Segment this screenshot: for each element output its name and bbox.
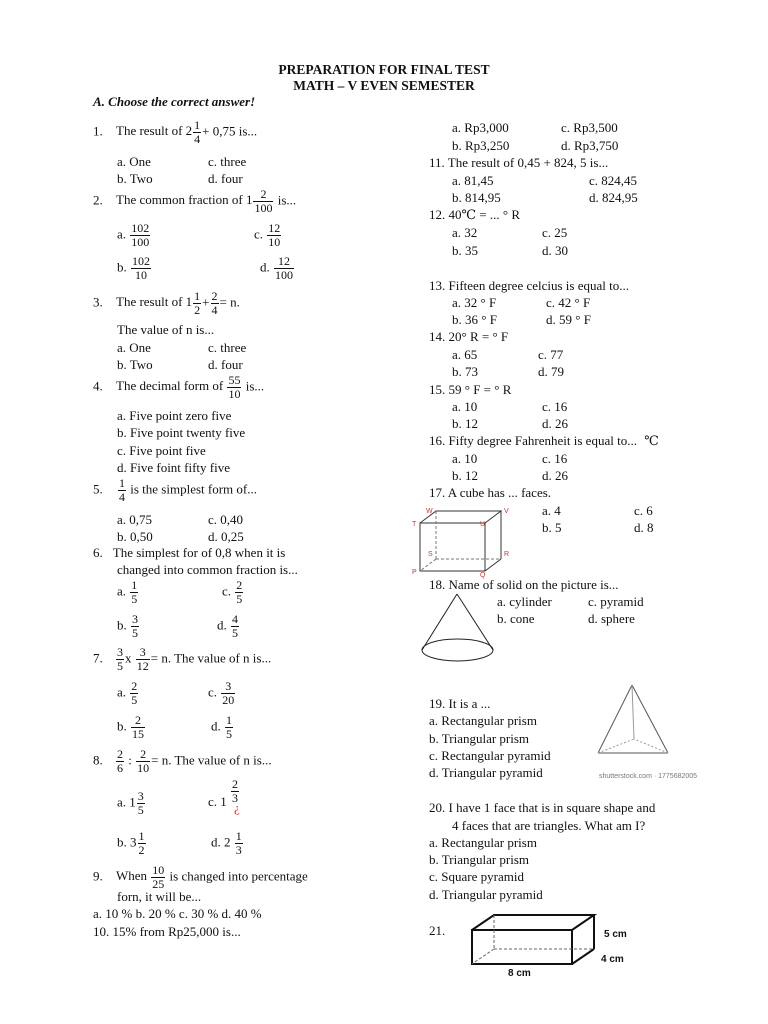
q14-option-c: c. 77	[538, 347, 564, 362]
q16-option-d: d. 26	[542, 468, 568, 483]
question-8: 8. $\frac{2}{6}$ : $\frac{2}{10}$ = n. The value of n is...	[93, 747, 272, 775]
question-1	[93, 119, 257, 146]
q10-option-c: c. Rp3,500	[561, 120, 618, 135]
question-14: 14. 20° R = ° F	[429, 329, 509, 344]
q16-option-b: b. 12	[452, 468, 478, 483]
celsius-unit: ℃	[644, 433, 659, 448]
q3-line-2: The value of n is...	[117, 322, 215, 337]
q15-option-a: a. 10	[452, 399, 478, 414]
q4-option-b: b. Five point twenty five	[117, 425, 246, 440]
title-line-1: PREPARATION FOR FINAL TEST	[278, 62, 490, 77]
question-21: 21.	[429, 923, 446, 938]
question-16: 16. Fifty degree Fahrenheit is equal to... ℃	[429, 433, 659, 448]
question-10: 10. 15% from Rp25,000 is...	[93, 924, 241, 939]
q14-option-a: a. 65	[452, 347, 478, 362]
q13-option-c: c. 42 ° F	[546, 295, 591, 310]
cube-label-t: T	[412, 521, 417, 528]
q2-option-d: d. $\frac{12}{100}$	[260, 254, 293, 282]
q12-option-c: c. 25	[542, 225, 568, 240]
height-label: 5 cm	[604, 929, 627, 940]
question-18: 18. Name of solid on the picture is...	[429, 577, 619, 592]
q16-option-a: a. 10	[452, 451, 478, 466]
q2-option-b: b. $\frac{102}{10}$	[117, 254, 150, 282]
q20-option-c: c. Square pyramid	[429, 869, 524, 884]
q8-option-d: d. 2 $\frac{1}{3}$	[211, 829, 242, 857]
q1-text-pre: The result of 2	[116, 123, 193, 139]
q7-option-c: c. $\frac{3}{20}$	[208, 679, 235, 707]
q2-option-a: a. $\frac{102}{100}$	[117, 221, 150, 249]
q18-option-b: b. cone	[497, 611, 535, 626]
q6-option-c: c. $\frac{2}{5}$	[222, 578, 243, 606]
question-17: 17. A cube has ... faces.	[429, 485, 552, 500]
q15-option-d: d. 26	[542, 416, 568, 431]
q2-text-pre: The common fraction of 1	[116, 192, 253, 208]
q14-option-b: b. 73	[452, 364, 478, 379]
question-5: 5. $\frac{1}{4}$ is the simplest form of...	[93, 476, 257, 504]
q3-option-c: c. three	[208, 340, 247, 355]
question-12: 12. 40℃ = ... ° R	[429, 207, 520, 222]
q12-option-d: d. 30	[542, 243, 568, 258]
cube-label-u: U	[480, 521, 486, 528]
cone-figure	[418, 592, 498, 666]
q20-option-a: a. Rectangular prism	[429, 835, 537, 850]
question-7: 7. $\frac{3}{5}$ x $\frac{3}{12}$ = n. The value of n is...	[93, 645, 272, 673]
q6-line-2: changed into common fraction is...	[117, 562, 298, 577]
q1-fraction	[193, 119, 201, 146]
q2-number: 2.	[93, 192, 103, 208]
q6-option-d: d. $\frac{4}{5}$	[217, 612, 238, 640]
pyramid-figure	[594, 683, 674, 767]
q5-option-b: b. 0,50	[117, 529, 153, 544]
q2-text-post: is...	[277, 192, 297, 208]
q7-option-d: d. $\frac{1}{5}$	[211, 713, 232, 741]
q12-option-b: b. 35	[452, 243, 478, 258]
q1-option-c: c. three	[208, 154, 247, 169]
q6-option-b: b. $\frac{3}{5}$	[117, 612, 138, 640]
q5-option-c: c. 0,40	[208, 512, 244, 527]
q12-option-a: a. 32	[452, 225, 478, 240]
q15-option-b: b. 12	[452, 416, 478, 431]
q11-option-b: b. 814,95	[452, 190, 501, 205]
question-13: 13. Fifteen degree celcius is equal to...	[429, 278, 629, 293]
q1-denominator: 4	[194, 132, 201, 146]
question-9: 9. When $\frac{10}{25}$ is changed into percentage	[93, 863, 308, 891]
q4-option-c: c. Five point five	[117, 443, 206, 458]
q1-option-b: b. Two	[117, 171, 153, 186]
question-4: 4. The decimal form of $\frac{55}{10}$ is...	[93, 373, 265, 401]
cube-label-w: W	[426, 508, 433, 515]
q8-option-c: c. 1 $\frac{2}{3}$ ¿	[208, 777, 240, 816]
q3-option-d: d. four	[208, 357, 243, 372]
q2-numerator: 2	[253, 188, 273, 202]
q20-line-2: 4 faces that are triangles. What am I?	[452, 818, 646, 833]
q19-option-b: b. Triangular prism	[429, 731, 530, 746]
q1-text-post: + 0,75 is...	[202, 123, 258, 139]
q7-option-a: a. $\frac{2}{5}$	[117, 679, 138, 707]
q20-option-d: d. Triangular pyramid	[429, 887, 543, 902]
q13-option-d: d. 59 ° F	[546, 312, 591, 327]
q17-option-a: a. 4	[542, 503, 561, 518]
q20-option-b: b. Triangular prism	[429, 852, 530, 867]
q18-option-d: d. sphere	[588, 611, 635, 626]
cube-label-r: R	[504, 551, 510, 558]
q1-numerator: 1	[194, 118, 201, 132]
q11-option-c: c. 824,45	[589, 173, 638, 188]
q1-number: 1.	[93, 123, 103, 139]
cube-label-s: S	[428, 551, 433, 558]
q8-option-a: a. 1 $\frac{3}{5}$	[117, 789, 144, 817]
q19-option-c: c. Rectangular pyramid	[429, 748, 551, 763]
q2-fraction	[253, 188, 273, 215]
q19-option-a: a. Rectangular prism	[429, 713, 537, 728]
q16-option-c: c. 16	[542, 451, 568, 466]
q19-option-d: d. Triangular pyramid	[429, 765, 543, 780]
q14-option-d: d. 79	[538, 364, 564, 379]
q1-option-d: d. four	[208, 171, 243, 186]
q13-option-b: b. 36 ° F	[452, 312, 497, 327]
q2-option-c: c. $\frac{12}{10}$	[254, 221, 281, 249]
section-a-heading: A. Choose the correct answer!	[93, 94, 256, 109]
q17-option-c: c. 6	[634, 503, 653, 518]
width-label: 4 cm	[601, 954, 624, 965]
question-11: 11. The result of 0,45 + 824, 5 is...	[429, 155, 609, 170]
q5-option-a: a. 0,75	[117, 512, 153, 527]
image-credit: shutterstock.com · 1775682005	[599, 773, 698, 780]
q10-option-d: d. Rp3,750	[561, 138, 619, 153]
q11-option-a: a. 81,45	[452, 173, 494, 188]
question-6: 6. The simplest for of 0,8 when it is	[93, 545, 286, 560]
q10-option-b: b. Rp3,250	[452, 138, 510, 153]
cube-label-v: V	[504, 508, 509, 515]
q3-option-b: b. Two	[117, 357, 153, 372]
q13-option-a: a. 32 ° F	[452, 295, 497, 310]
question-15: 15. 59 ° F = ° R	[429, 382, 512, 397]
q9-line-2: forn, it will be...	[117, 889, 202, 904]
q7-option-b: b. $\frac{2}{15}$	[117, 713, 144, 741]
q15-option-c: c. 16	[542, 399, 568, 414]
q18-option-a: a. cylinder	[497, 594, 552, 609]
q17-option-d: d. 8	[634, 520, 654, 535]
q1-option-a: a. One	[117, 154, 151, 169]
question-20: 20. I have 1 face that is in square shape and	[429, 800, 656, 815]
q4-option-d: d. Five foint fifty five	[117, 460, 231, 475]
q10-option-a: a. Rp3,000	[452, 120, 509, 135]
q9-options: a. 10 % b. 20 % c. 30 % d. 40 %	[93, 906, 262, 921]
question-2	[93, 188, 296, 215]
title-line-2: MATH – V EVEN SEMESTER	[293, 78, 475, 93]
q18-option-c: c. pyramid	[588, 594, 644, 609]
q2-denominator: 100	[254, 201, 273, 215]
q6-option-a: a. $\frac{1}{5}$	[117, 578, 138, 606]
question-19: 19. It is a ...	[429, 696, 491, 711]
cube-figure	[412, 505, 512, 577]
q4-option-a: a. Five point zero five	[117, 408, 232, 423]
cube-label-q: Q	[480, 572, 486, 579]
cube-label-p: P	[412, 569, 417, 576]
q8-option-b: b. 3 $\frac{1}{2}$	[117, 829, 145, 857]
q11-option-d: d. 824,95	[589, 190, 638, 205]
q17-option-b: b. 5	[542, 520, 562, 535]
length-label: 8 cm	[508, 968, 531, 979]
q5-option-d: d. 0,25	[208, 529, 244, 544]
question-3: 3. The result of 1 $\frac{1}{2}$ + $\frac{2}{4}$ = n.	[93, 289, 240, 317]
q3-option-a: a. One	[117, 340, 151, 355]
